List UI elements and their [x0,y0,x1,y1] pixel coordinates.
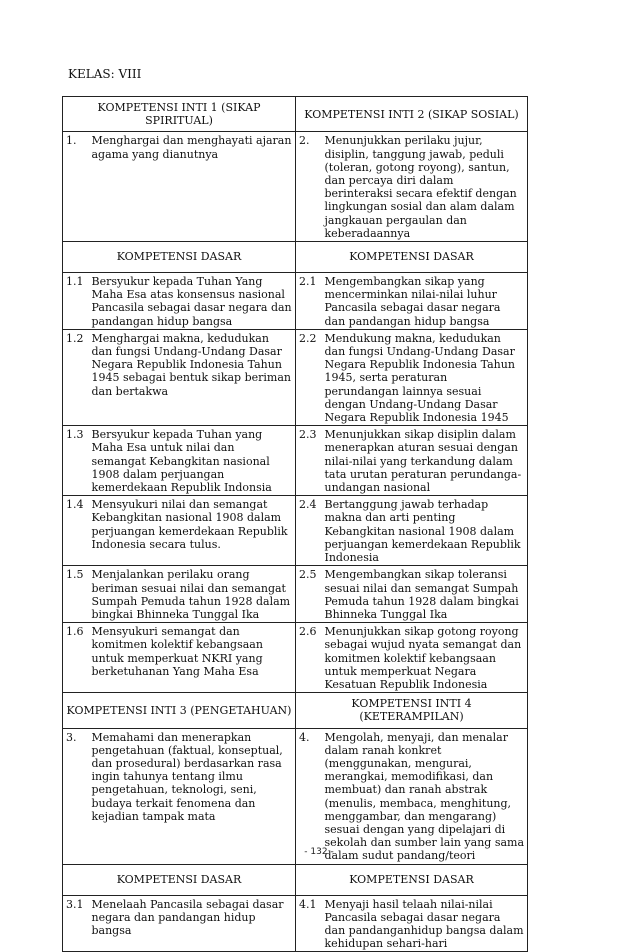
kd-rows-1 [63,273,528,693]
ki4-number: 4. [296,728,322,864]
kd-header-row-2 [63,864,528,895]
kd-number-left: 1.1 [63,273,89,330]
kd-row [63,273,528,330]
kd-header-left-2: KOMPETENSI DASAR [63,864,296,895]
kd-row [63,329,528,425]
kd-header-row-1 [63,242,528,273]
kd-text-left: Menghargai makna, kedudukan dan fungsi Undang-Undang Dasar Negara Republik Indonesia Tahun 1945 sebagai bentuk sikap beriman dan bertakwa [89,329,296,425]
ki3-ki4-content-row [63,728,528,864]
kd-text-right: Menunjukkan sikap disiplin dalam menerapkan aturan sesuai dengan nilai-nilai yang terkandung dalam tata urutan peraturan perundanga-undangan nasional [322,426,528,496]
ki1-text: Menghargai dan menghayati ajaran agama yang dianutnya [89,132,296,242]
kd-text-left: Menjalankan perilaku orang beriman sesuai nilai dan semangat Sumpah Pemuda tahun 1928 dalam bingkai Bhinneka Tunggal Ika [89,566,296,623]
ki3-text: Memahami dan menerapkan pengetahuan (faktual, konseptual, dan prosedural) berdasarkan rasa ingin tahunya tentang ilmu pengetahuan, teknologi, seni, budaya terkait fenomena dan kejadian tampak mata [89,728,296,864]
ki2-header: KOMPETENSI INTI 2 (SIKAP SOSIAL) [296,97,528,132]
kd-number-left: 1.5 [63,566,89,623]
ki4-header: KOMPETENSI INTI 4 (KETERAMPILAN) [296,693,528,728]
ki4-text: Mengolah, menyaji, dan menalar dalam ranah konkret (menggunakan, mengurai, merangkai, memodifikasi, dan membuat) dan ranah abstrak (menulis, membaca, menghitung, menggambar, dan mengarang) sesuai dengan yang dipelajari di sekolah dan sumber lain yang sama dalam sudut pandang/teori [322,728,528,864]
kd-number-right: 2.2 [296,329,322,425]
kd-text-right: Bertanggung jawab terhadap makna dan arti penting Kebangkitan nasional 1908 dalam perjuangan kemerdekaan Republik Indonesia [322,496,528,566]
ki2-number: 2. [296,132,322,242]
kd-text-left: Bersyukur kepada Tuhan yang Maha Esa untuk nilai dan semangat Kebangkitan nasional 1908 dalam perjuangan kemerdekaan Republik Indonsia [89,426,296,496]
kd-row [63,496,528,566]
kd-text-left: Menelaah Pancasila sebagai dasar negara dan pandangan hidup bangsa [89,895,296,952]
ki3-number: 3. [63,728,89,864]
kd-text-right: Mengembangkan sikap yang mencerminkan nilai-nilai luhur Pancasila sebagai dasar negara dan pandangan hidup bangsa [322,273,528,330]
competency-table [62,96,528,952]
kd-number-left: 1.4 [63,496,89,566]
ki2-text: Menunjukkan perilaku jujur, disiplin, tanggung jawab, peduli (toleran, gotong royong), santun, dan percaya diri dalam berinteraksi secara efektif dengan lingkungan sosial dan alam dalam jangkauan pergaulan dan keberadaannya [322,132,528,242]
kd-row [63,895,528,952]
ki3-header: KOMPETENSI INTI 3 (PENGETAHUAN) [63,693,296,728]
kd-header-left: KOMPETENSI DASAR [63,242,296,273]
ki1-number: 1. [63,132,89,242]
ki1-header: KOMPETENSI INTI 1 (SIKAP SPIRITUAL) [63,97,296,132]
kd-row [63,426,528,496]
kd-text-left: Bersyukur kepada Tuhan Yang Maha Esa atas konsensus nasional Pancasila sebagai dasar negara dan pandangan hidup bangsa [89,273,296,330]
kd-text-right: Mendukung makna, kedudukan dan fungsi Undang-Undang Dasar Negara Republik Indonesia Tahun 1945, serta peraturan perundangan lainnya sesuai dengan Undang-Undang Dasar Negara Republik Indonesia 1945 [322,329,528,425]
kd-number-left: 3.1 [63,895,89,952]
kd-number-right: 2.3 [296,426,322,496]
ki1-ki2-header-row [63,97,528,132]
kd-row [63,623,528,693]
page-number: - 132 - [304,847,334,857]
kd-number-right: 2.1 [296,273,322,330]
kd-text-right: Menyaji hasil telaah nilai-nilai Pancasila sebagai dasar negara dan pandanganhidup bangsa dalam kehidupan sehari-hari [322,895,528,952]
kd-text-left: Mensyukuri nilai dan semangat Kebangkitan nasional 1908 dalam perjuangan kemerdekaan Republik Indonesia secara tulus. [89,496,296,566]
kd-number-left: 1.6 [63,623,89,693]
kd-number-right: 2.5 [296,566,322,623]
class-label: KELAS: VIII [68,67,142,81]
ki3-ki4-header-row [63,693,528,728]
kd-text-right: Mengembangkan sikap toleransi sesuai nilai dan semangat Sumpah Pemuda tahun 1928 dalam bingkai Bhinneka Tunggal Ika [322,566,528,623]
kd-number-right: 2.6 [296,623,322,693]
ki1-ki2-content-row [63,132,528,242]
kd-header-right: KOMPETENSI DASAR [296,242,528,273]
kd-text-right: Menunjukkan sikap gotong royong sebagai wujud nyata semangat dan komitmen kolektif kebangsaan untuk memperkuat Negara Kesatuan Republik Indonesia [322,623,528,693]
kd-row [63,566,528,623]
kd-number-right: 2.4 [296,496,322,566]
kd-rows-2 [63,895,528,952]
kd-number-left: 1.2 [63,329,89,425]
kd-header-right-2: KOMPETENSI DASAR [296,864,528,895]
kd-number-left: 1.3 [63,426,89,496]
kd-text-left: Mensyukuri semangat dan komitmen kolektif kebangsaan untuk memperkuat NKRI yang berketuhanan Yang Maha Esa [89,623,296,693]
kd-number-right: 4.1 [296,895,322,952]
